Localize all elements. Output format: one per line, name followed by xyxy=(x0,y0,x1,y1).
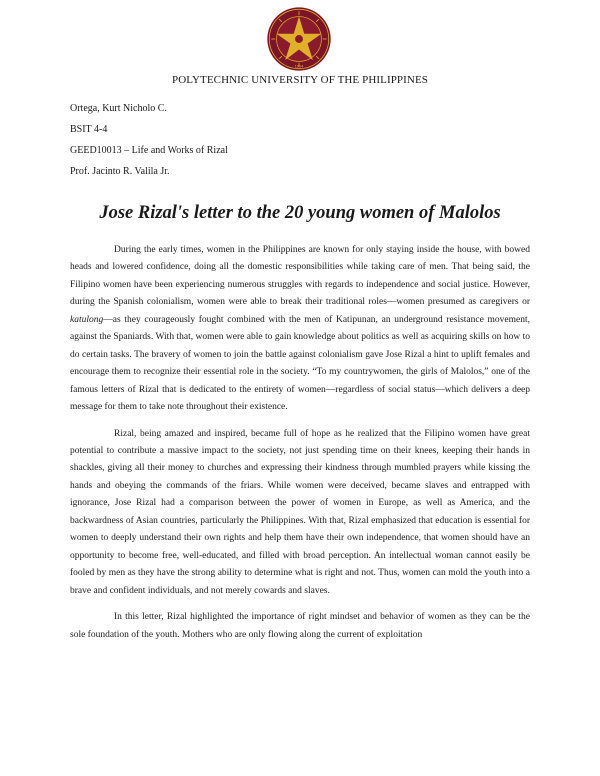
university-seal-logo xyxy=(266,6,332,72)
student-name: Ortega, Kurt Nicholo C. xyxy=(70,103,167,114)
essay-body xyxy=(70,242,530,653)
seal-year: 1904 xyxy=(294,63,304,69)
paragraph-2: Rizal, being amazed and inspired, became full of hope as he realized that the Filipino women have great potential to contribute a massive impact to the society, not just spending time on their knees, keeping their hands in shackles, giving all their money to churches and expressing their kindness through mumbled prayers while kissing the hands and obeying the commands of the friars. While women were deceived, became slaves and entrapped with ignorance, Jose Rizal had a comparison between the power of women in Europe, as well as America, and the backwardness of Asian countries, particularly the Philippines. With that, Rizal emphasized that education is essential for women to deeply understand their own rights and help them have their own independence, that women should have an opportunity to become free, well-educated, and filled with broad perception. An intellectual woman cannot easily be fooled by men as they have the strong ability to determine what is right and not. Thus, women can mold the youth into a brave and confident individuals, and not merely cowards and slaves. xyxy=(70,428,530,596)
course-code: GEED10013 – Life and Works of Rizal xyxy=(70,145,228,156)
student-section: BSIT 4-4 xyxy=(70,124,108,135)
paragraph-1 xyxy=(70,242,530,417)
paragraph-1-italic-term: katulong xyxy=(70,314,104,325)
paragraph-1-text-a: During the early times, women in the Philippines are known for only staying inside the house, with bowed heads and lowered confidence, doing all the domestic responsibilities while taking care of men. That being said, the Filipino women have been experiencing numerous struggles with regards to independence and social justice. However, during the Spanish colonialism, women were able to break their traditional roles—women presumed as caregivers or xyxy=(70,245,530,308)
university-name: POLYTECHNIC UNIVERSITY OF THE PHILIPPINES xyxy=(171,74,428,86)
student-info-block xyxy=(70,98,228,182)
paragraph-3: In this letter, Rizal highlighted the importance of right mindset and behavior of women as they can be the sole foundation of the youth. Mothers who are only flowing along the current of exploitation xyxy=(70,612,530,640)
essay-title: Jose Rizal's letter to the 20 young women of Malolos xyxy=(99,203,501,223)
professor-name: Prof. Jacinto R. Valila Jr. xyxy=(70,166,170,177)
paragraph-1-text-b: —as they courageously fought combined with the men of Katipunan, an underground resistance movement, against the Spaniards. With that, women were able to gain knowledge about politics as well as acquiring skills on how to do certain tasks. The bravery of women to join the battle against colonialism gave Jose Rizal a hint to uplift females and encourage them to recognize their essential role in the society. “To my countrywomen, the girls of Malolos,” one of the famous letters of Rizal that is dedicated to the entirety of women—regardless of social status—which delivers a deep message for them to take note throughout their existence. xyxy=(70,314,530,413)
